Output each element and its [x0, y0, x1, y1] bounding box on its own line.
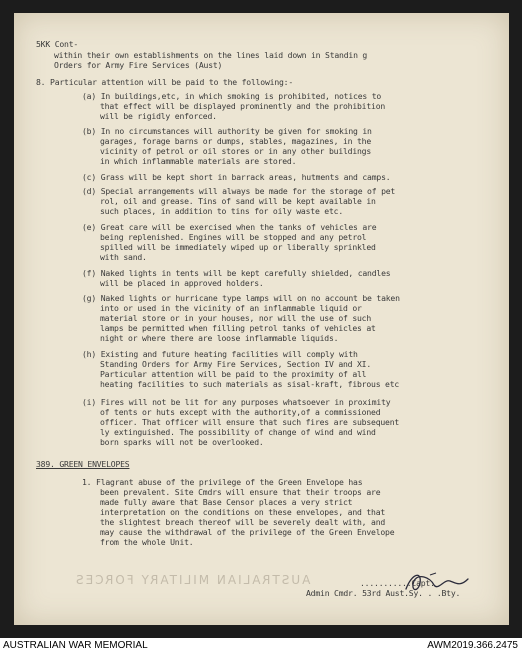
- section-heading: 389. GREEN ENVELOPES: [36, 459, 130, 469]
- doc-line: interpretation on the conditions on these envelopes, and that: [100, 507, 386, 517]
- doc-line: with sand.: [100, 252, 147, 262]
- doc-line: (c) Grass will be kept short in barrack areas, hutments and camps.: [82, 172, 391, 182]
- doc-line: (g) Naked lights or hurricane type lamps will on no account be taken: [82, 293, 400, 303]
- doc-line: (d) Special arrangements will always be made for the storage of pet: [82, 186, 396, 196]
- doc-line: night or where there are loose inflammable liquids.: [100, 333, 339, 343]
- doc-line: 5KK Cont-: [36, 39, 79, 49]
- doc-line: been prevalent. Site Cmdrs will ensure that their troops are: [100, 487, 381, 497]
- doc-line: (f) Naked lights in tents will be kept carefully shielded, candles: [82, 268, 391, 278]
- doc-line: within their own establishments on the lines laid down in Standin g: [54, 50, 368, 60]
- doc-line: such places, in addition to tins for oily waste etc.: [100, 206, 343, 216]
- doc-line: 8. Particular attention will be paid to the following:-: [36, 77, 294, 87]
- signatory-title: Admin Cmdr. 53rd Aust.Sy. . .Bty.: [306, 588, 461, 598]
- doc-line: 1. Flagrant abuse of the privilege of the Green Envelope has: [82, 477, 363, 487]
- doc-line: rol, oil and grease. Tins of sand will be kept available in: [100, 196, 376, 206]
- footer-institution: AUSTRALIAN WAR MEMORIAL: [3, 640, 148, 651]
- doc-line: (h) Existing and future heating facilities will comply with: [82, 349, 358, 359]
- doc-line: being replenished. Engines will be stopped and any petrol: [100, 232, 367, 242]
- doc-line: may cause the withdrawal of the privilege of the Green Envelope: [100, 527, 395, 537]
- doc-line: (i) Fires will not be lit for any purposes whatsoever in proximity: [82, 397, 391, 407]
- doc-line: the slightest breach thereof will be severely dealt with, and: [100, 517, 386, 527]
- doc-line: made fully aware that Base Censor places a very strict: [100, 497, 353, 507]
- doc-line: (e) Great care will be exercised when the tanks of vehicles are: [82, 222, 377, 232]
- footer-accession-number: AWM2019.366.2475: [427, 640, 518, 651]
- doc-line: vicinity of petrol or oil stores or in any other buildings: [100, 146, 372, 156]
- document-page: [14, 13, 509, 625]
- doc-line: from the whole Unit.: [100, 537, 194, 547]
- doc-line: Particular attention will be paid to the proximity of all: [100, 369, 367, 379]
- doc-line: officer. That officer will ensure that such fires are subsequent: [100, 417, 400, 427]
- archive-footer: [0, 638, 522, 653]
- doc-line: lamps be permitted when filling petrol tanks of vehicles at: [100, 323, 376, 333]
- show-through-text: AUSTRALIAN MILITARY FORCES: [74, 573, 311, 587]
- doc-line: heating facilities to such materials as sisal-kraft, fibrous etc: [100, 379, 400, 389]
- doc-line: garages, forage barns or dumps, stables, magazines, in the: [100, 136, 372, 146]
- doc-line: material store or in your houses, nor will the use of such: [100, 313, 372, 323]
- doc-line: of tents or huts except with the authority,of a commissioned: [100, 407, 381, 417]
- doc-line: (a) In buildings,etc, in which smoking is prohibited, notices to: [82, 91, 382, 101]
- signature-line: ...........Capt.: [360, 578, 435, 588]
- doc-line: born sparks will not be overlooked.: [100, 437, 264, 447]
- typed-text: [14, 13, 509, 625]
- doc-line: (b) In no circumstances will authority be given for smoking in: [82, 126, 372, 136]
- doc-line: in which inflammable materials are stored.: [100, 156, 297, 166]
- doc-line: into or used in the vicinity of an inflammable liquid or: [100, 303, 362, 313]
- doc-line: Standing Orders for Army Fire Services, Section IV and XI.: [100, 359, 372, 369]
- doc-line: that effect will be displayed prominently and the prohibition: [100, 101, 386, 111]
- doc-line: Orders for Army Fire Services (Aust): [54, 60, 223, 70]
- doc-line: spilled will be immediately wiped up or liberally sprinkled: [100, 242, 376, 252]
- doc-line: will be placed in approved holders.: [100, 278, 264, 288]
- doc-line: ly extinguished. The possibility of change of wind and wind: [100, 427, 376, 437]
- doc-line: will be rigidly enforced.: [100, 111, 217, 121]
- handwritten-signature: [400, 567, 474, 597]
